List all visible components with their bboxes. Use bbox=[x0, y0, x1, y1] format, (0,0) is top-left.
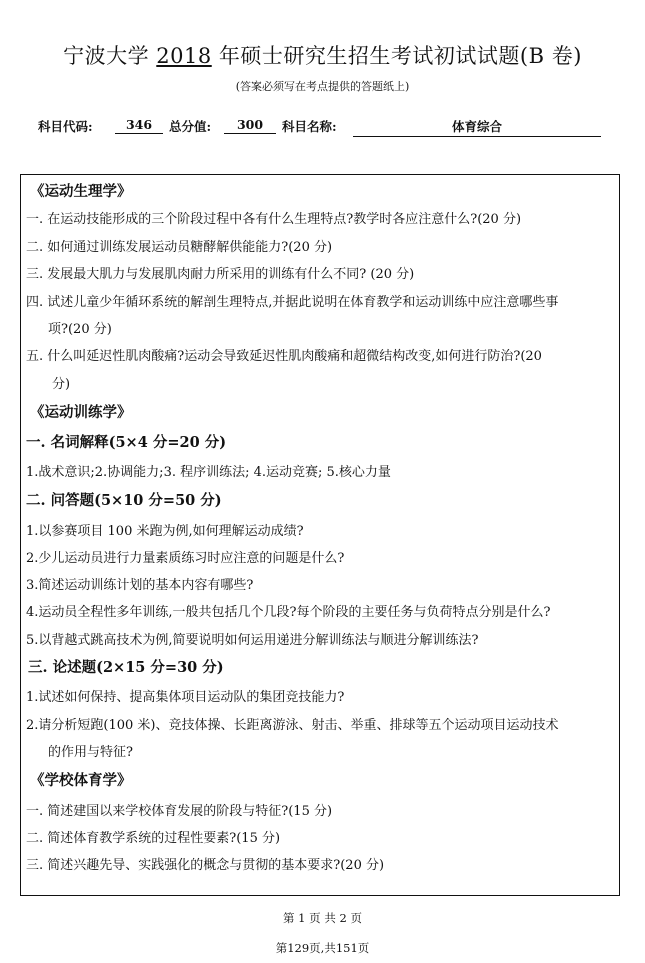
score-value: 300 bbox=[224, 117, 276, 134]
page-title bbox=[0, 40, 645, 70]
question-text-continued: 分) bbox=[52, 377, 71, 392]
question-text-continued: 项?(20 分) bbox=[48, 322, 112, 337]
question-text: 5.以背越式跳高技术为例,简要说明如何运用递进分解训练法与顺进分解训练法? bbox=[26, 633, 479, 648]
title-suffix: 年硕士研究生招生考试初试试题(B 卷) bbox=[211, 44, 582, 68]
page-number: 第 1 页 共 2 页 bbox=[283, 911, 362, 925]
code-value: 346 bbox=[115, 117, 163, 134]
section-training-title: 《运动训练学》 bbox=[30, 404, 132, 421]
part-heading: 二. 问答题(5×10 分=50 分) bbox=[26, 492, 222, 509]
question-text: 1.试述如何保持、提高集体项目运动队的集团竞技能力? bbox=[26, 690, 345, 705]
question-text: 二. 简述体育教学系统的过程性要素?(15 分) bbox=[26, 831, 281, 846]
question-text-continued: 的作用与特征? bbox=[48, 745, 133, 760]
part-heading: 三. 论述题(2×15 分=30 分) bbox=[28, 659, 224, 676]
question-text: 一. 在运动技能形成的三个阶段过程中各有什么生理特点?教学时各应注意什么?(20 分) bbox=[26, 212, 522, 227]
title-year: 2018 bbox=[156, 44, 212, 68]
question-text: 1.以参赛项目 100 米跑为例,如何理解运动成绩? bbox=[26, 524, 304, 539]
question-text: 一. 简述建国以来学校体育发展的阶段与特征?(15 分) bbox=[26, 804, 333, 819]
question-text: 四. 试述儿童少年循环系统的解剖生理特点,并据此说明在体育教学和运动训练中应注意哪些事 bbox=[26, 295, 559, 310]
name-value: 体育综合 bbox=[353, 117, 601, 137]
total-page-number: 第129页,共151页 bbox=[275, 941, 370, 955]
answer-note: (答案必须写在考点提供的答题纸上) bbox=[235, 80, 410, 93]
term-list: 1.战术意识;2.协调能力;3. 程序训练法; 4.运动竞赛; 5.核心力量 bbox=[26, 465, 391, 480]
question-text: 二. 如何通过训练发展运动员糖酵解供能能力?(20 分) bbox=[26, 240, 333, 255]
name-label: 科目名称: bbox=[282, 119, 337, 134]
question-text: 2.少儿运动员进行力量素质练习时应注意的问题是什么? bbox=[26, 551, 345, 566]
question-text: 五. 什么叫延迟性肌肉酸痛?运动会导致延迟性肌肉酸痛和超微结构改变,如何进行防治?(20 bbox=[26, 349, 542, 364]
question-text: 3.简述运动训练计划的基本内容有哪些? bbox=[26, 578, 254, 593]
title-prefix: 宁波大学 bbox=[63, 44, 157, 68]
subject-info bbox=[0, 117, 645, 139]
code-label: 科目代码: bbox=[38, 119, 93, 134]
score-label: 总分值: bbox=[169, 119, 212, 134]
question-text: 2.请分析短跑(100 米)、竞技体操、长距离游泳、射击、举重、排球等五个运动项目运动技术 bbox=[26, 718, 559, 733]
question-text: 4.运动员全程性多年训练,一般共包括几个几段?每个阶段的主要任务与负荷特点分别是什么? bbox=[26, 605, 551, 620]
section-physiology-title: 《运动生理学》 bbox=[30, 183, 132, 200]
section-school-pe-title: 《学校体育学》 bbox=[30, 772, 132, 789]
question-text: 三. 简述兴趣先导、实践强化的概念与贯彻的基本要求?(20 分) bbox=[26, 858, 385, 873]
question-text: 三. 发展最大肌力与发展肌肉耐力所采用的训练有什么不同? (20 分) bbox=[26, 267, 415, 282]
part-heading: 一. 名词解释(5×4 分=20 分) bbox=[26, 434, 227, 451]
